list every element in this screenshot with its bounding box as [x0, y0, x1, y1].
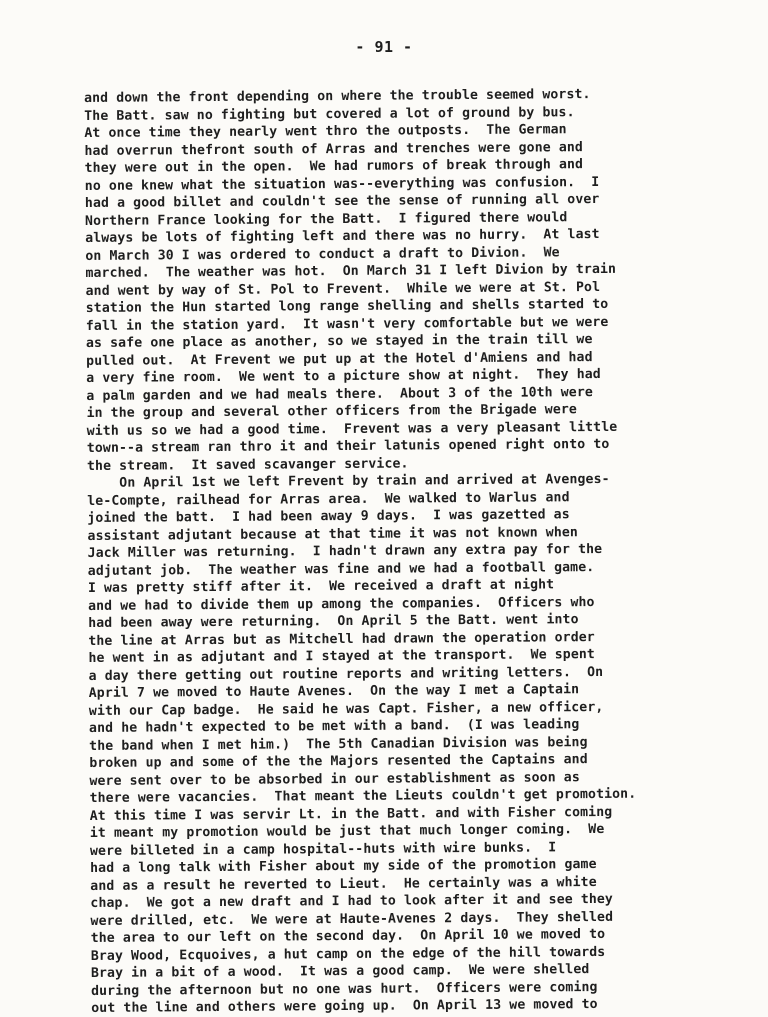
text-line: they were out in the open. We had rumors of break through and — [84, 157, 584, 176]
text-line: le-Compte, railhead for Arras area. We walked to Warlus and — [87, 489, 570, 509]
text-line: April 7 we moved to Haute Avenes. On the way I met a Captain — [88, 682, 580, 701]
text-line: the line at Arras but as Mitchell had drawn the operation order — [88, 629, 595, 649]
text-line: The Batt. saw no fighting but covered a lot of ground by bus. — [84, 104, 575, 124]
text-line: pulled out. At Frevent we put up at the Hotel d'Amiens and had — [86, 349, 593, 369]
text-line: On April 1st we left Frevent by train and arrived at Avenges- — [87, 471, 610, 491]
text-line: out the line and others were going up. On April 13 we moved to — [91, 996, 598, 1016]
text-line: Bray in a bit of a wood. It was a good camp. We were shelled — [90, 962, 590, 981]
text-line: he went in as adjutant and I stayed at the transport. We spent — [88, 647, 596, 666]
text-line: and as a result he reverted to Lieut. He certainly was a white — [90, 874, 597, 894]
text-line: At once time they nearly went thro the outposts. The German — [84, 122, 567, 141]
text-line: a palm garden and we had meals there. About 3 of the 10th were — [86, 384, 593, 404]
text-line: had been away were returning. On April 5 the Batt. went into — [88, 612, 579, 631]
text-line: the stream. It saved scavanger service. — [86, 455, 409, 474]
text-line: were drilled, etc. We were at Haute-Avenes 2 days. They shelled — [90, 909, 614, 929]
text-line: At this time I was servir Lt. in the Batt. and with Fisher coming — [89, 804, 613, 824]
text-line: no one knew what the situation was--everything was confusion. I — [84, 174, 600, 194]
text-line: fall in the station yard. It wasn't very comfortable but we were — [85, 314, 609, 334]
text-line: the area to our left on the second day. On April 10 we moved to — [90, 926, 606, 946]
page-number: - 91 - — [355, 38, 413, 56]
text-line: it meant my promotion would be just that much longer coming. We — [89, 821, 605, 841]
text-line: chap. We got a new draft and I had to look after it and see they — [90, 891, 614, 911]
text-line: there were vacancies. That meant the Lieuts couldn't get promotion. — [89, 786, 637, 806]
text-line: in the group and several other officers from the Brigade were — [86, 402, 578, 421]
text-line: station the Hun started long range shelling and shells started to — [85, 296, 609, 316]
text-line: assistant adjutant because at that time it was not known when — [87, 524, 578, 544]
text-line: always be lots of fighting left and there was no hurry. At last — [85, 226, 600, 246]
text-line: were billeted in a camp hospital--huts with wire bunks. I — [89, 839, 557, 859]
text-line: Bray Wood, Ecquoives, a hut camp on the edge of the hill towards — [90, 944, 606, 964]
text-line: and went by way of St. Pol to Frevent. While we were at St. Pol — [85, 279, 601, 299]
text-line: a day there getting out routine reports and writing letters. On — [88, 664, 604, 684]
text-line: during the afternoon but no one was hurt. Officers were coming — [91, 979, 598, 999]
text-line: on March 30 I was ordered to conduct a draft to Divion. We — [85, 244, 560, 264]
text-line: Jack Miller was returning. I hadn't drawn any extra pay for the — [87, 541, 603, 561]
text-line: a very fine room. We went to a picture show at night. They had — [86, 366, 601, 386]
text-line: were sent over to be absorbed in our establishment as soon as — [89, 769, 580, 789]
text-line: with us so we had a good time. Frevent was a very pleasant little — [86, 419, 618, 439]
text-line: adjutant job. The weather was fine and we had a football game. — [87, 559, 595, 579]
text-line: as safe one place as another, so we stayed in the train till we — [85, 332, 593, 351]
text-line: Northern France looking for the Batt. I figured there would — [84, 209, 568, 229]
text-line: town--a stream ran thro it and their latunis opened right onto to — [86, 436, 610, 456]
text-line: had a good billet and couldn't see the sense of running all over — [84, 191, 600, 211]
text-line: the band when I met him.) The 5th Canadian Division was being — [89, 734, 588, 754]
text-line: I was pretty stiff after it. We received a draft at night — [87, 577, 555, 596]
text-line: and we had to divide them up among the companies. Officers who — [87, 594, 595, 614]
text-line: broken up and some of the the Majors resented the Captains and — [89, 752, 588, 771]
text-line: had a long talk with Fisher about my side of the promotion game — [90, 856, 597, 876]
text-line: with our Cap badge. He said he was Capt. Fisher, a new officer, — [88, 699, 604, 719]
text-line: and down the front depending on where the trouble seemed worst. — [84, 87, 591, 106]
text-line: marched. The weather was hot. On March 31 I left Divion by train — [85, 261, 617, 281]
body-text — [84, 85, 731, 1017]
text-line: joined the batt. I had been away 9 days. I was gazetted as — [87, 507, 570, 526]
text-line: had overrun thefront south of Arras and trenches were gone and — [84, 139, 583, 159]
text-line: and he hadn't expected to be met with a band. (I was leading — [88, 717, 580, 736]
